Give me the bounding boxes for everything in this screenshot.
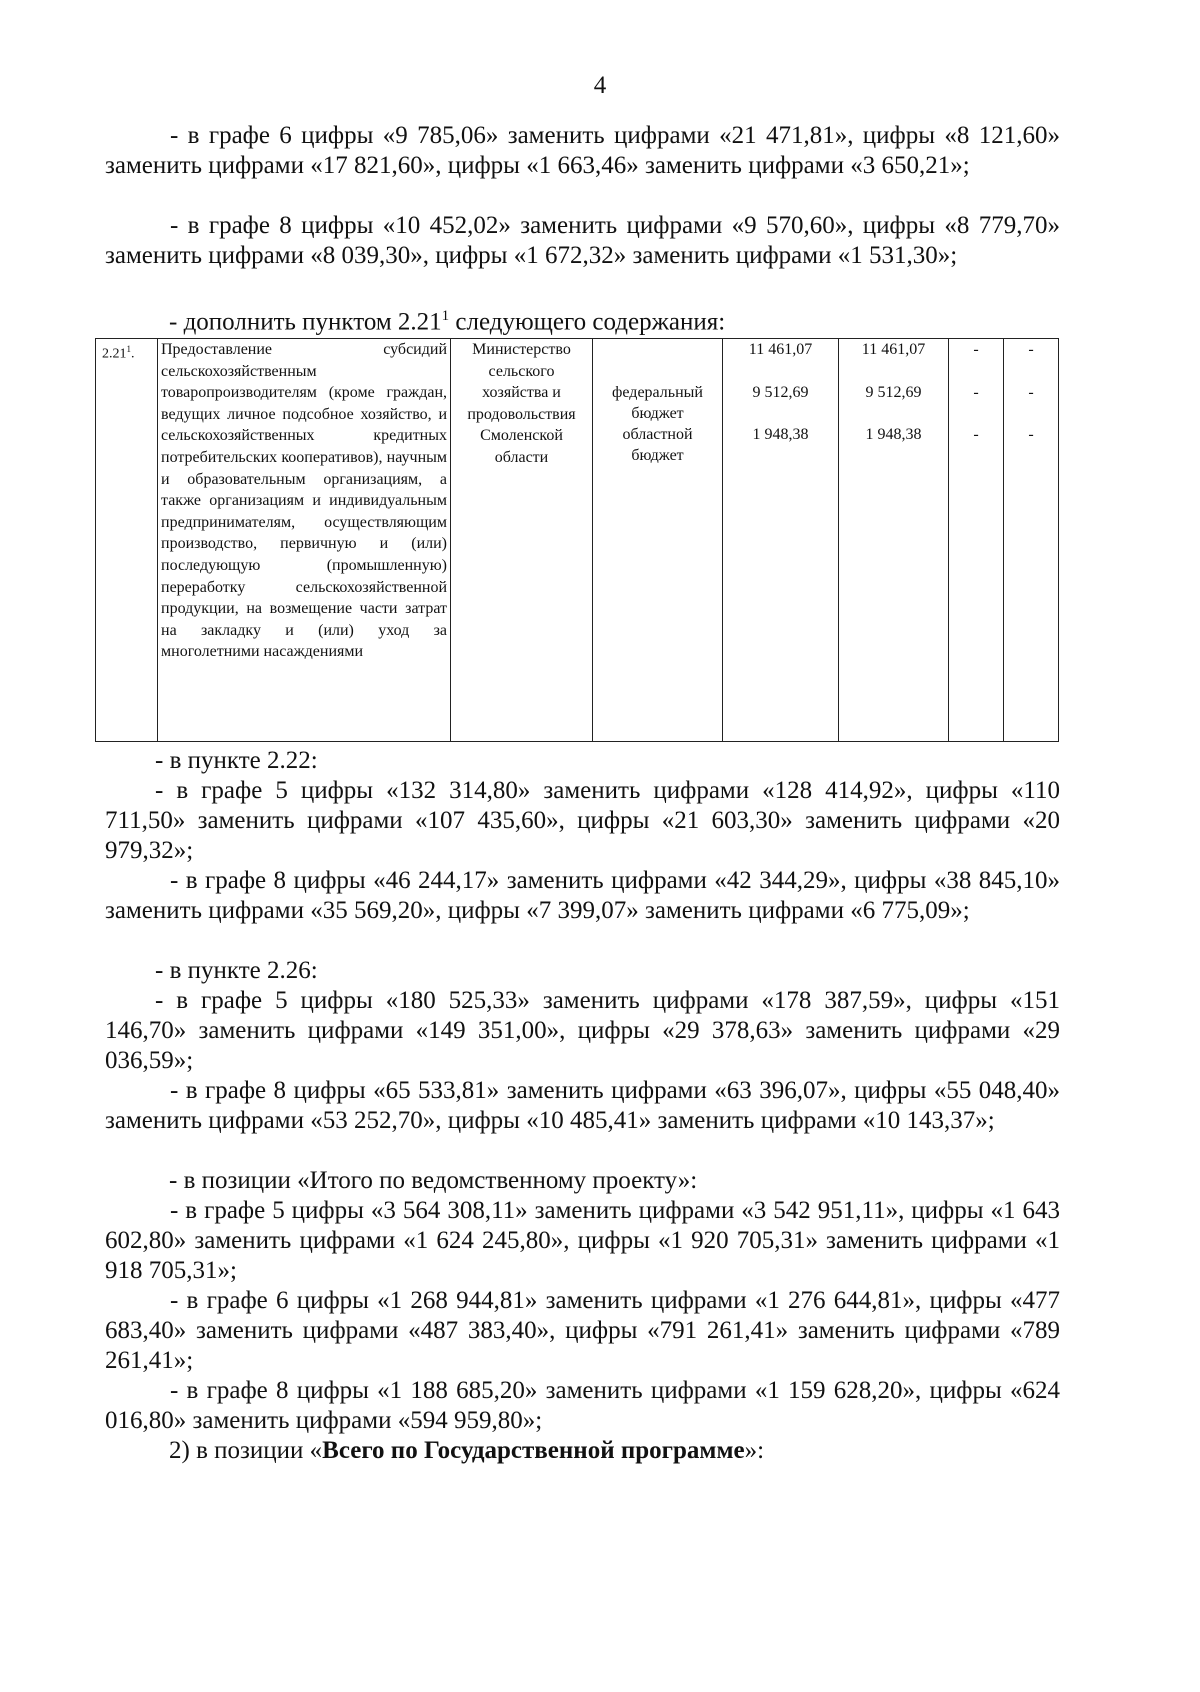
funding-source-cell <box>593 339 723 742</box>
col7-total: - <box>973 341 979 358</box>
paragraph-2-26-graph5: - в графе 5 цифры «180 525,33» заменить цифрами «178 387,59», цифры «151 146,70» заменить цифрами «149 351,00», цифры «29 378,63» заменить цифрами «29 036,59»; <box>105 987 1060 1074</box>
source-total <box>596 339 719 361</box>
paragraph-graph8-replacement: - в графе 8 цифры «10 452,02» заменить цифрами «9 570,60», цифры «8 779,70» заменить цифрами «8 039,30», цифры «1 672,32» заменить цифрами «1 531,30»; <box>105 212 1060 269</box>
paragraph-2-22-graph5: - в графе 5 цифры «132 314,80» заменить цифрами «128 414,92», цифры «110 711,50» заменить цифрами «107 435,60», цифры «21 603,30» заменить цифрами «20 979,32»; <box>105 777 1060 864</box>
column-5-cell <box>723 339 839 742</box>
col7-regional: - <box>973 426 979 444</box>
column-6-cell <box>839 339 949 742</box>
table-row <box>96 339 1059 742</box>
state-program-suffix: »: <box>744 1437 765 1464</box>
state-program-prefix: 2) в позиции « <box>169 1437 323 1464</box>
col7-federal: - <box>973 383 979 401</box>
col6-regional: 1 948,38 <box>865 426 922 444</box>
paragraph-total-department-project: - в позиции «Итого по ведомственному проекту»: <box>169 1167 698 1194</box>
add-item-text: - дополнить пунктом 2.21 <box>169 308 442 336</box>
state-program-bold: Всего по Государственной программе <box>322 1437 745 1464</box>
paragraph-total-graph5: - в графе 5 цифры «3 564 308,11» заменить цифрами «3 542 951,11», цифры «1 643 602,80» заменить цифрами «1 624 245,80», цифры «1 920 705,31» заменить цифрами «1 918 705,31»; <box>105 1197 1060 1284</box>
paragraph-item-2-22: - в пункте 2.22: <box>155 747 318 774</box>
paragraph-2-26-graph8: - в графе 8 цифры «65 533,81» заменить цифрами «63 396,07», цифры «55 048,40» заменить цифрами «53 252,70», цифры «10 485,41» заменить цифрами «10 143,37»; <box>105 1077 1060 1134</box>
col8-total: - <box>1028 341 1034 358</box>
add-item-superscript: 1 <box>441 308 450 324</box>
paragraph-total-graph8: - в графе 8 цифры «1 188 685,20» заменить цифрами «1 159 628,20», цифры «624 016,80» заменить цифрами «594 959,80»; <box>105 1377 1060 1434</box>
col5-regional: 1 948,38 <box>752 426 809 444</box>
item-description-cell: Предоставление субсидий сельскохозяйственным товаропроизводителям (кроме граждан, ведущих личное подсобное хозяйство, и сельскохозяйственных кредитных потребительских кооперативов), научным и образовательным организациям, а также организациям и индивидуальным предпринимателям, осуществляющим производство, первичную и (или) последующую (промышленную) переработку сельскохозяйственной продукции, на возмещение части затрат на закладку и (или) уход за многолетними насаждениями <box>158 339 451 742</box>
paragraph-total-graph6: - в графе 6 цифры «1 268 944,81» заменить цифрами «1 276 644,81», цифры «477 683,40» заменить цифрами «487 383,40», цифры «791 261,41» заменить цифрами «789 261,41»; <box>105 1287 1060 1374</box>
col8-federal: - <box>1028 383 1034 401</box>
paragraph-state-program-total <box>105 1436 1060 1466</box>
item-number-cell: 2.21$^1$. <box>96 339 158 742</box>
page-number: 4 <box>593 72 607 99</box>
amendment-table <box>95 338 1059 742</box>
col6-federal: 9 512,69 <box>865 383 922 401</box>
column-7-cell <box>949 339 1004 742</box>
paragraph-add-item-2-21 <box>105 301 1060 337</box>
add-item-text-after: следующего содержания: <box>449 308 726 336</box>
source-regional: областной бюджет <box>622 425 693 465</box>
col6-total: 11 461,07 <box>861 341 926 358</box>
organization-cell: Министерство сельского хозяйства и продовольствия Смоленской области <box>451 339 593 742</box>
paragraph-item-2-26: - в пункте 2.26: <box>155 957 318 984</box>
col5-total: 11 461,07 <box>748 341 813 358</box>
source-federal: федеральный бюджет <box>612 383 703 423</box>
paragraph-2-22-graph8: - в графе 8 цифры «46 244,17» заменить цифрами «42 344,29», цифры «38 845,10» заменить цифрами «35 569,20», цифры «7 399,07» заменить цифрами «6 775,09»; <box>105 867 1060 924</box>
col8-regional: - <box>1028 426 1034 444</box>
col5-federal: 9 512,69 <box>752 383 809 401</box>
paragraph-graph6-replacement: - в графе 6 цифры «9 785,06» заменить цифрами «21 471,81», цифры «8 121,60» заменить цифрами «17 821,60», цифры «1 663,46» заменить цифрами «3 650,21»; <box>105 122 1060 179</box>
column-8-cell <box>1004 339 1059 742</box>
